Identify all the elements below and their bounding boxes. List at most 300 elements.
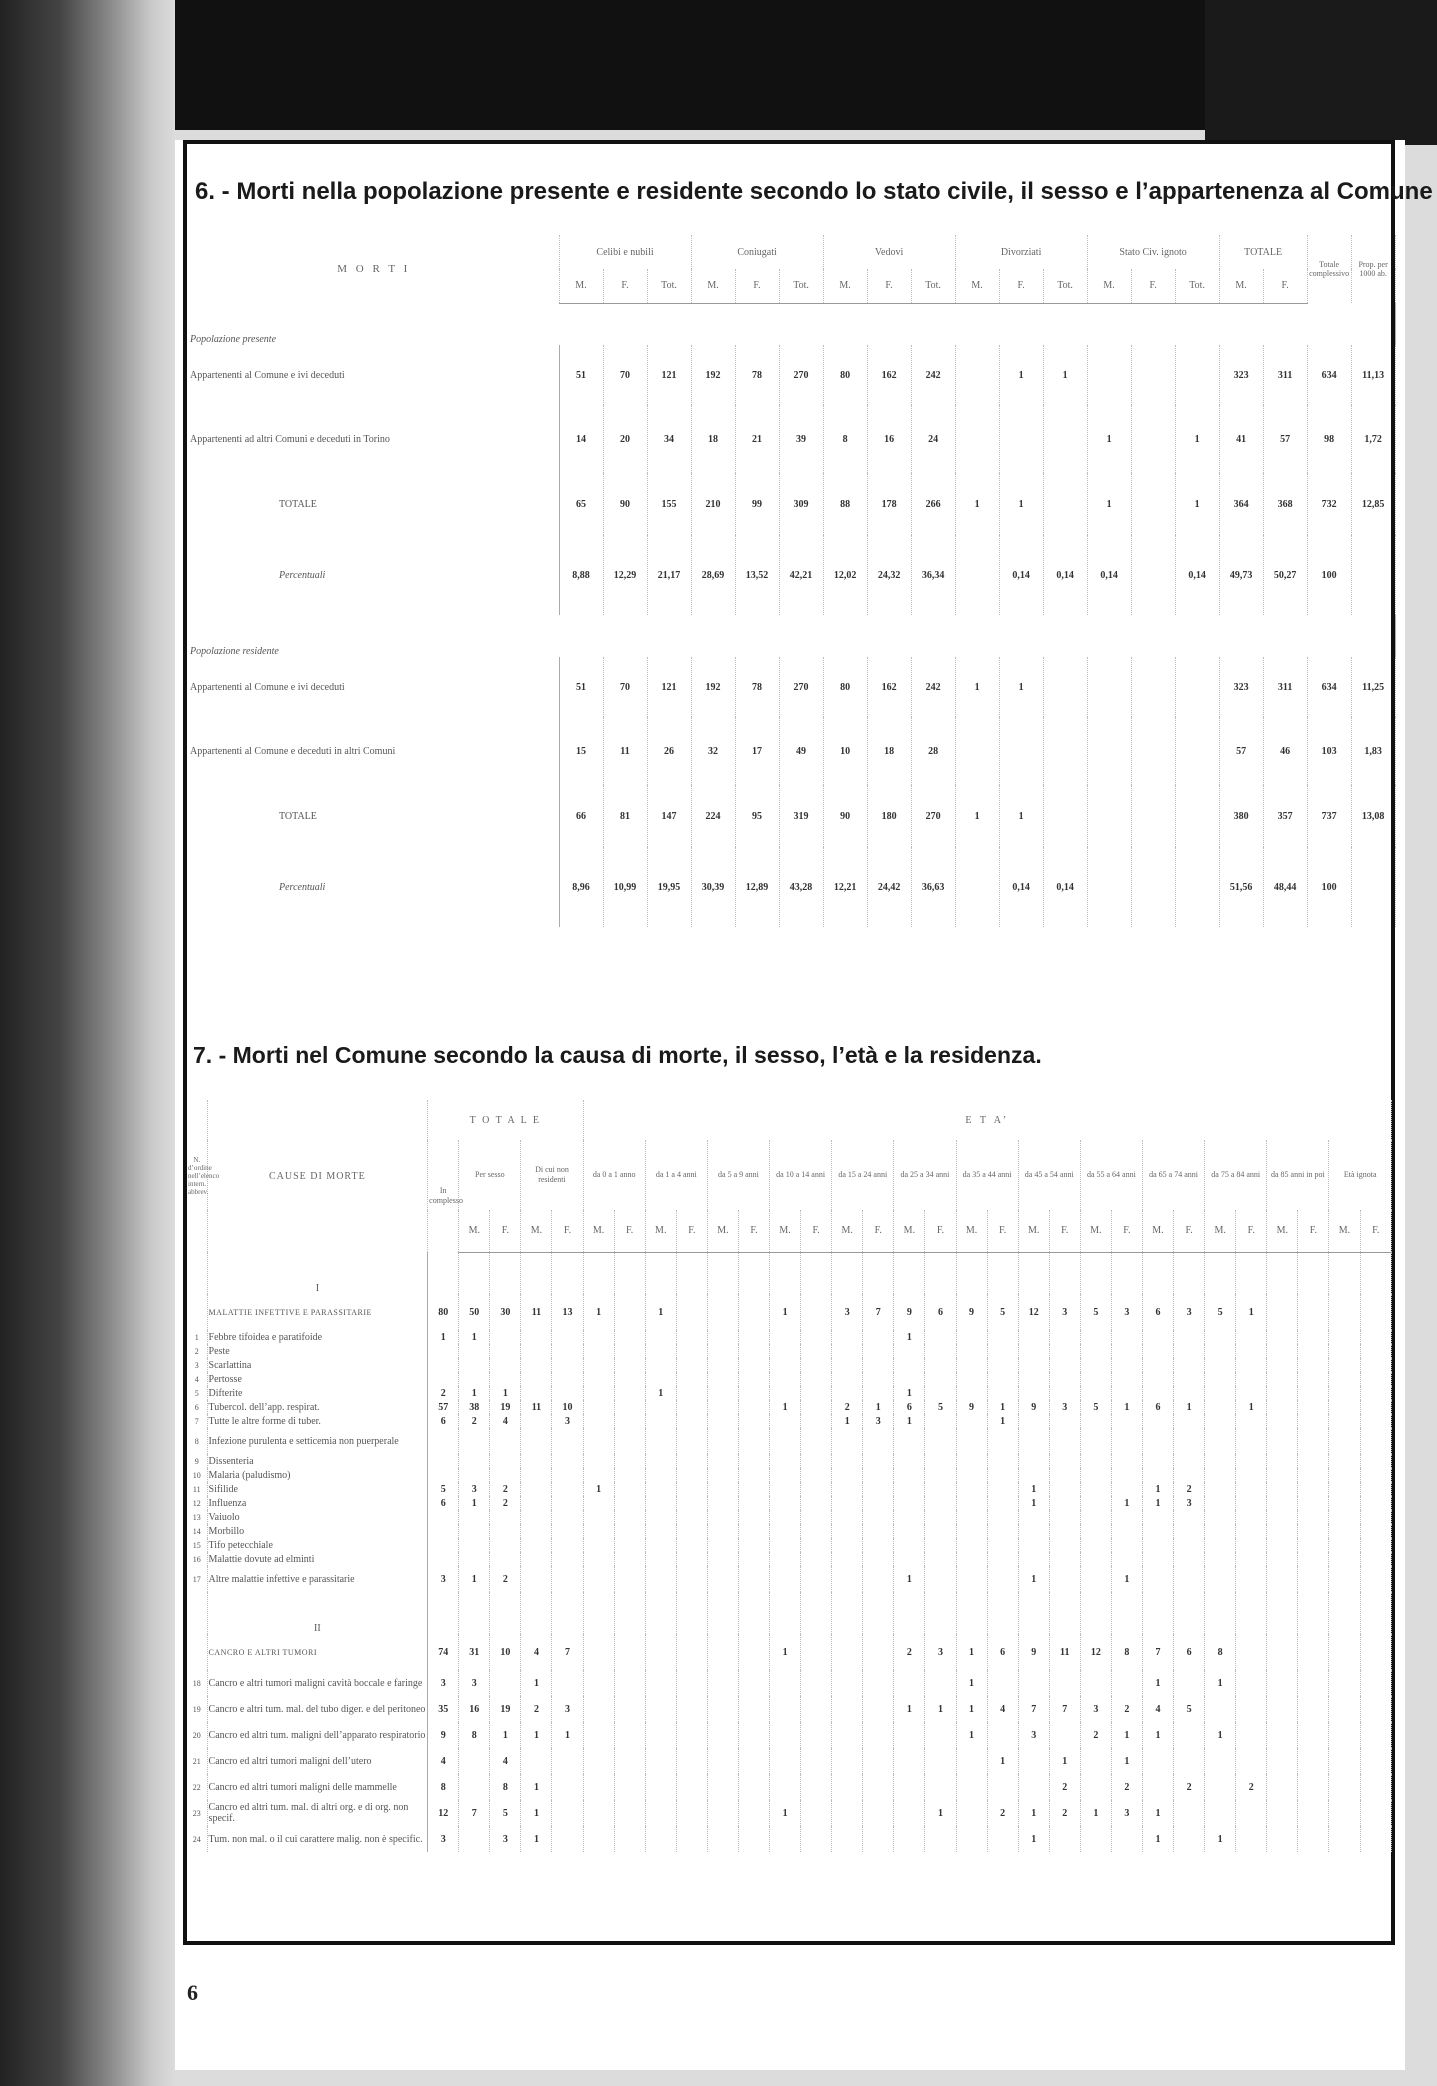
- table-cell: 121: [647, 345, 691, 405]
- table-cell: [987, 1524, 1018, 1538]
- table-cell: [614, 1414, 645, 1428]
- table-cell: [1205, 1510, 1236, 1524]
- table-cell: 2: [1174, 1482, 1205, 1496]
- table-cell: [1174, 1538, 1205, 1552]
- table-cell: [1174, 1358, 1205, 1372]
- table-cell: [894, 1524, 925, 1538]
- table-cell: [1360, 1552, 1391, 1566]
- table-cell: [832, 1722, 863, 1748]
- cause-number: 15: [187, 1538, 207, 1552]
- table-cell: [955, 405, 999, 473]
- table-cell: [1175, 785, 1219, 847]
- table-cell: 2: [1080, 1722, 1111, 1748]
- table-cell: 364: [1219, 473, 1263, 535]
- row-label: Appartenenti al Comune e ivi deceduti: [189, 657, 559, 717]
- table-cell: [832, 1696, 863, 1722]
- table-cell: [1205, 1428, 1236, 1454]
- table-cell: [770, 1454, 801, 1468]
- table-cell: 2: [1236, 1774, 1267, 1800]
- table-cell: [676, 1722, 707, 1748]
- table-cell: 0,14: [1043, 535, 1087, 615]
- cause-number: 7: [187, 1414, 207, 1428]
- table-row: [187, 1496, 1392, 1510]
- table-cell: 323: [1219, 345, 1263, 405]
- table-cell: [583, 1592, 614, 1634]
- table-cell: 0,14: [1175, 535, 1219, 615]
- table-cell: [490, 1524, 521, 1538]
- table-cell: [1205, 1566, 1236, 1592]
- table-cell: [1236, 1826, 1267, 1852]
- table-cell: [707, 1566, 738, 1592]
- table-cell: [738, 1414, 769, 1428]
- table-cell: 270: [779, 657, 823, 717]
- table-cell: [583, 1414, 614, 1428]
- table-7-title: 7. - Morti nel Comune secondo la causa di morte, il sesso, l’età e la residenza.: [193, 1042, 1042, 1068]
- table-cell: [676, 1252, 707, 1294]
- table-cell: [1267, 1428, 1298, 1454]
- cause-label: Morbillo: [207, 1524, 428, 1538]
- table-cell: [552, 1510, 583, 1524]
- table-cell: [987, 1510, 1018, 1524]
- table-cell: 3: [428, 1670, 459, 1696]
- table-cell: [987, 1566, 1018, 1592]
- table-cell: [832, 1538, 863, 1552]
- table-cell: [925, 1592, 956, 1634]
- table-cell: [707, 1524, 738, 1538]
- table-cell: [614, 1538, 645, 1552]
- table-cell: [987, 1552, 1018, 1566]
- table-cell: [1174, 1372, 1205, 1386]
- table-cell: [676, 1496, 707, 1510]
- table-cell: [490, 1592, 521, 1634]
- table-6-sub-header: M.: [1219, 269, 1263, 303]
- table-cell: [987, 1252, 1018, 1294]
- table-cell: 380: [1219, 785, 1263, 847]
- table-cell: [1236, 1722, 1267, 1748]
- table-cell: 737: [1307, 785, 1351, 847]
- table-cell: [955, 847, 999, 927]
- table-cell: 12,85: [1351, 473, 1395, 535]
- table-cell: [738, 1566, 769, 1592]
- table-cell: [956, 1510, 987, 1524]
- table-cell: [956, 1358, 987, 1372]
- table-cell: [1329, 1800, 1360, 1826]
- group-number-blank: [187, 1294, 207, 1330]
- table-cell: [801, 1358, 832, 1372]
- table-cell: [676, 1510, 707, 1524]
- table-cell: 103: [1307, 717, 1351, 785]
- table-cell: 95: [735, 785, 779, 847]
- table-cell: [1049, 1510, 1080, 1524]
- table-cell: [832, 1496, 863, 1510]
- table-cell: [707, 1496, 738, 1510]
- table-cell: [956, 1386, 987, 1400]
- table-cell: 270: [779, 345, 823, 405]
- table-cell: [1205, 1696, 1236, 1722]
- cause-label: Malattie dovute ad elminti: [207, 1552, 428, 1566]
- table-cell: [1360, 1400, 1391, 1414]
- table-7-column-header: da 10 a 14 anni: [770, 1140, 832, 1210]
- table-cell: [1360, 1414, 1391, 1428]
- table-cell: 1: [428, 1330, 459, 1344]
- table-cell: [801, 1774, 832, 1800]
- table-cell: [1298, 1344, 1329, 1358]
- table-cell: 1: [1018, 1800, 1049, 1826]
- table-6-sub-header: Tot.: [779, 269, 823, 303]
- table-cell: [1298, 1358, 1329, 1372]
- table-cell: [490, 1330, 521, 1344]
- table-cell: [1267, 1774, 1298, 1800]
- table-cell: [707, 1510, 738, 1524]
- table-cell: [863, 1634, 894, 1670]
- table-cell: [738, 1510, 769, 1524]
- table-cell: [1329, 1344, 1360, 1358]
- table-cell: [987, 1670, 1018, 1696]
- table-cell: [1329, 1330, 1360, 1344]
- table-cell: [1329, 1294, 1360, 1330]
- table-cell: [1351, 535, 1395, 615]
- table-cell: [583, 1670, 614, 1696]
- table-cell: [676, 1538, 707, 1552]
- table-cell: 9: [894, 1294, 925, 1330]
- table-row: [187, 1358, 1392, 1372]
- table-6-sub-header: Tot.: [1043, 269, 1087, 303]
- table-cell: [583, 1454, 614, 1468]
- table-cell: 32: [691, 717, 735, 785]
- table-cell: [1298, 1524, 1329, 1538]
- table-cell: [428, 1468, 459, 1482]
- table-cell: 78: [735, 345, 779, 405]
- table-cell: [707, 1454, 738, 1468]
- table-7-column-header: da 65 a 74 anni: [1142, 1140, 1204, 1210]
- table-cell: [521, 1510, 552, 1524]
- table-cell: [832, 1358, 863, 1372]
- table-cell: 11,13: [1351, 345, 1395, 405]
- table-cell: [1267, 1372, 1298, 1386]
- table-cell: [707, 1344, 738, 1358]
- table-cell: [1298, 1592, 1329, 1634]
- table-cell: [1329, 1400, 1360, 1414]
- table-cell: [1236, 1696, 1267, 1722]
- table-cell: [1049, 1538, 1080, 1552]
- table-cell: 11: [521, 1400, 552, 1414]
- table-cell: [925, 1722, 956, 1748]
- table-cell: 5: [428, 1482, 459, 1496]
- table-cell: [676, 1826, 707, 1852]
- table-cell: [1043, 657, 1087, 717]
- table-cell: 8: [459, 1722, 490, 1748]
- table-cell: 2: [1174, 1774, 1205, 1800]
- table-cell: 1: [552, 1722, 583, 1748]
- table-cell: [894, 1538, 925, 1552]
- row-label: Appartenenti al Comune e deceduti in altri Comuni: [189, 717, 559, 785]
- table-cell: 357: [1263, 785, 1307, 847]
- table-cell: [1018, 1524, 1049, 1538]
- table-cell: 30: [490, 1294, 521, 1330]
- table-cell: [925, 1496, 956, 1510]
- table-cell: 224: [691, 785, 735, 847]
- table-cell: 1: [1111, 1722, 1142, 1748]
- table-cell: [832, 1454, 863, 1468]
- table-cell: 3: [428, 1826, 459, 1852]
- table-7-column-header: da 0 a 1 anno: [583, 1140, 645, 1210]
- table-cell: [925, 1358, 956, 1372]
- table-cell: [1329, 1482, 1360, 1496]
- table-cell: [738, 1592, 769, 1634]
- cause-number: 17: [187, 1566, 207, 1592]
- table-cell: [676, 1774, 707, 1800]
- table-cell: [770, 1566, 801, 1592]
- table-cell: [738, 1670, 769, 1696]
- table-cell: [1174, 1722, 1205, 1748]
- table-cell: [428, 1552, 459, 1566]
- table-cell: [1018, 1510, 1049, 1524]
- table-cell: 5: [925, 1400, 956, 1414]
- table-cell: [1174, 1826, 1205, 1852]
- table-cell: [1049, 1454, 1080, 1468]
- male-column-header: M.: [1080, 1210, 1111, 1252]
- table-cell: [1080, 1252, 1111, 1294]
- table-cell: [925, 1454, 956, 1468]
- table-cell: [614, 1552, 645, 1566]
- cause-label: Altre malattie infettive e parassitarie: [207, 1566, 428, 1592]
- table-cell: [1205, 1496, 1236, 1510]
- table-cell: [1236, 1454, 1267, 1468]
- cause-label: Cancro e altri tum. mal. del tubo diger. e del peritoneo: [207, 1696, 428, 1722]
- table-cell: [1018, 1538, 1049, 1552]
- table-cell: [1360, 1800, 1391, 1826]
- table-cell: [738, 1748, 769, 1774]
- table-cell: [1298, 1722, 1329, 1748]
- table-cell: [1205, 1386, 1236, 1400]
- table-cell: [894, 1670, 925, 1696]
- table-cell: 192: [691, 345, 735, 405]
- table-cell: [645, 1670, 676, 1696]
- male-column-header: M.: [1205, 1210, 1236, 1252]
- table-cell: [490, 1538, 521, 1552]
- table-cell: [645, 1592, 676, 1634]
- table-cell: [1111, 1538, 1142, 1552]
- cause-label: Cancro ed altri tum. mal. di altri org. e di org. non specif.: [207, 1800, 428, 1826]
- table-cell: 2: [987, 1800, 1018, 1826]
- table-cell: 80: [428, 1294, 459, 1330]
- table-cell: [583, 1372, 614, 1386]
- table-cell: [738, 1774, 769, 1800]
- table-cell: [614, 1566, 645, 1592]
- table-cell: [583, 1344, 614, 1358]
- table-7-stub-header: CAUSE DI MORTE: [207, 1100, 428, 1252]
- table-cell: [801, 1800, 832, 1826]
- table-cell: [707, 1774, 738, 1800]
- table-cell: [1205, 1372, 1236, 1386]
- table-cell: 3: [1174, 1496, 1205, 1510]
- table-cell: 3: [863, 1414, 894, 1428]
- table-7-eta-header: E T A’: [583, 1100, 1391, 1140]
- row-label: Percentuali: [189, 847, 559, 927]
- table-cell: [1049, 1330, 1080, 1344]
- table-cell: [676, 1400, 707, 1414]
- table-cell: [1111, 1592, 1142, 1634]
- table-cell: [521, 1372, 552, 1386]
- table-cell: [1080, 1414, 1111, 1428]
- table-cell: [490, 1468, 521, 1482]
- table-cell: 9: [1018, 1400, 1049, 1414]
- table-cell: [428, 1372, 459, 1386]
- table-cell: [801, 1722, 832, 1748]
- cause-label: Cancro ed altri tumori maligni dell’utero: [207, 1748, 428, 1774]
- table-cell: [645, 1800, 676, 1826]
- table-cell: 1: [956, 1670, 987, 1696]
- table-cell: [1080, 1372, 1111, 1386]
- table-cell: [770, 1826, 801, 1852]
- table-row: [187, 1386, 1392, 1400]
- table-cell: 1: [459, 1330, 490, 1344]
- table-row: [187, 1428, 1392, 1454]
- table-row: [189, 785, 1395, 847]
- table-cell: 9: [956, 1294, 987, 1330]
- table-cell: [770, 1670, 801, 1696]
- table-cell: 2: [894, 1634, 925, 1670]
- table-cell: [832, 1552, 863, 1566]
- table-cell: [645, 1414, 676, 1428]
- table-cell: [1298, 1774, 1329, 1800]
- female-column-header: F.: [738, 1210, 769, 1252]
- table-cell: [832, 1748, 863, 1774]
- table-cell: 1: [1175, 405, 1219, 473]
- table-cell: [707, 1552, 738, 1566]
- table-cell: [894, 1800, 925, 1826]
- table-cell: [459, 1372, 490, 1386]
- table-cell: [645, 1358, 676, 1372]
- table-cell: [1174, 1454, 1205, 1468]
- table-cell: [738, 1468, 769, 1482]
- table-cell: [1043, 405, 1087, 473]
- table-6-sub-header: F.: [999, 269, 1043, 303]
- table-cell: [459, 1358, 490, 1372]
- table-row: [187, 1634, 1392, 1670]
- table-cell: [521, 1386, 552, 1400]
- table-cell: [770, 1414, 801, 1428]
- table-cell: [583, 1358, 614, 1372]
- table-cell: [1298, 1510, 1329, 1524]
- table-cell: [1360, 1696, 1391, 1722]
- table-cell: [1043, 473, 1087, 535]
- table-cell: [521, 1524, 552, 1538]
- table-cell: [956, 1592, 987, 1634]
- table-cell: 1: [1175, 473, 1219, 535]
- table-cell: [645, 1552, 676, 1566]
- table-cell: [894, 1496, 925, 1510]
- table-cell: [1267, 1344, 1298, 1358]
- cause-label: Tum. non mal. o il cui carattere malig. non è specific.: [207, 1826, 428, 1852]
- table-cell: [738, 1538, 769, 1552]
- table-cell: [521, 1428, 552, 1454]
- male-column-header: M.: [1267, 1210, 1298, 1252]
- table-cell: [1111, 1330, 1142, 1344]
- table-cell: [676, 1634, 707, 1670]
- table-cell: [738, 1524, 769, 1538]
- table-cell: [863, 1330, 894, 1344]
- table-cell: [707, 1748, 738, 1774]
- table-cell: [1018, 1344, 1049, 1358]
- table-cell: 1: [1111, 1400, 1142, 1414]
- table-cell: [1360, 1510, 1391, 1524]
- cause-number: 11: [187, 1482, 207, 1496]
- female-column-header: F.: [676, 1210, 707, 1252]
- table-cell: [583, 1428, 614, 1454]
- table-cell: [1018, 1592, 1049, 1634]
- table-cell: 180: [867, 785, 911, 847]
- table-cell: [1111, 1524, 1142, 1538]
- table-cell: 2: [490, 1566, 521, 1592]
- table-cell: [1049, 1826, 1080, 1852]
- table-cell: [738, 1344, 769, 1358]
- table-cell: 5: [1205, 1294, 1236, 1330]
- group-title: CANCRO E ALTRI TUMORI: [207, 1634, 428, 1670]
- table-cell: [1360, 1592, 1391, 1634]
- table-cell: [614, 1510, 645, 1524]
- table-cell: [987, 1344, 1018, 1358]
- table-cell: [552, 1386, 583, 1400]
- cause-label: Tubercol. dell’app. respirat.: [207, 1400, 428, 1414]
- female-column-header: F.: [552, 1210, 583, 1252]
- table-cell: [770, 1748, 801, 1774]
- table-6-group-header: TOTALE: [1219, 235, 1307, 269]
- table-cell: 28,69: [691, 535, 735, 615]
- table-cell: [1360, 1774, 1391, 1800]
- table-cell: [1236, 1252, 1267, 1294]
- table-cell: [956, 1454, 987, 1468]
- table-cell: [832, 1566, 863, 1592]
- table-cell: [1175, 345, 1219, 405]
- table-cell: [552, 1358, 583, 1372]
- table-cell: [801, 1344, 832, 1358]
- table-cell: [1205, 1748, 1236, 1774]
- table-cell: [707, 1358, 738, 1372]
- table-cell: [894, 1252, 925, 1294]
- table-cell: 0,14: [999, 847, 1043, 927]
- table-cell: 1: [1080, 1800, 1111, 1826]
- table-cell: 1: [863, 1400, 894, 1414]
- table-6-group-header: Coniugati: [691, 235, 823, 269]
- table-cell: [645, 1696, 676, 1722]
- table-cell: 1: [1236, 1400, 1267, 1414]
- table-6-sub-header: M.: [823, 269, 867, 303]
- table-cell: 100: [1307, 535, 1351, 615]
- male-column-header: M.: [707, 1210, 738, 1252]
- table-cell: [676, 1592, 707, 1634]
- table-cell: [1360, 1372, 1391, 1386]
- cause-number: 4: [187, 1372, 207, 1386]
- table-cell: [1111, 1454, 1142, 1468]
- table-cell: 6: [1174, 1634, 1205, 1670]
- table-cell: 6: [1142, 1294, 1173, 1330]
- table-cell: 9: [956, 1400, 987, 1414]
- table-row: [187, 1330, 1392, 1344]
- table-cell: 162: [867, 657, 911, 717]
- table-cell: 78: [735, 657, 779, 717]
- table-cell: 1: [770, 1634, 801, 1670]
- table-cell: 2: [1049, 1800, 1080, 1826]
- table-cell: [925, 1748, 956, 1774]
- table-cell: [863, 1372, 894, 1386]
- table-cell: 6: [894, 1400, 925, 1414]
- table-cell: [863, 1748, 894, 1774]
- table-cell: 1: [583, 1482, 614, 1496]
- table-cell: 1: [490, 1386, 521, 1400]
- table-cell: [1267, 1510, 1298, 1524]
- table-cell: [863, 1524, 894, 1538]
